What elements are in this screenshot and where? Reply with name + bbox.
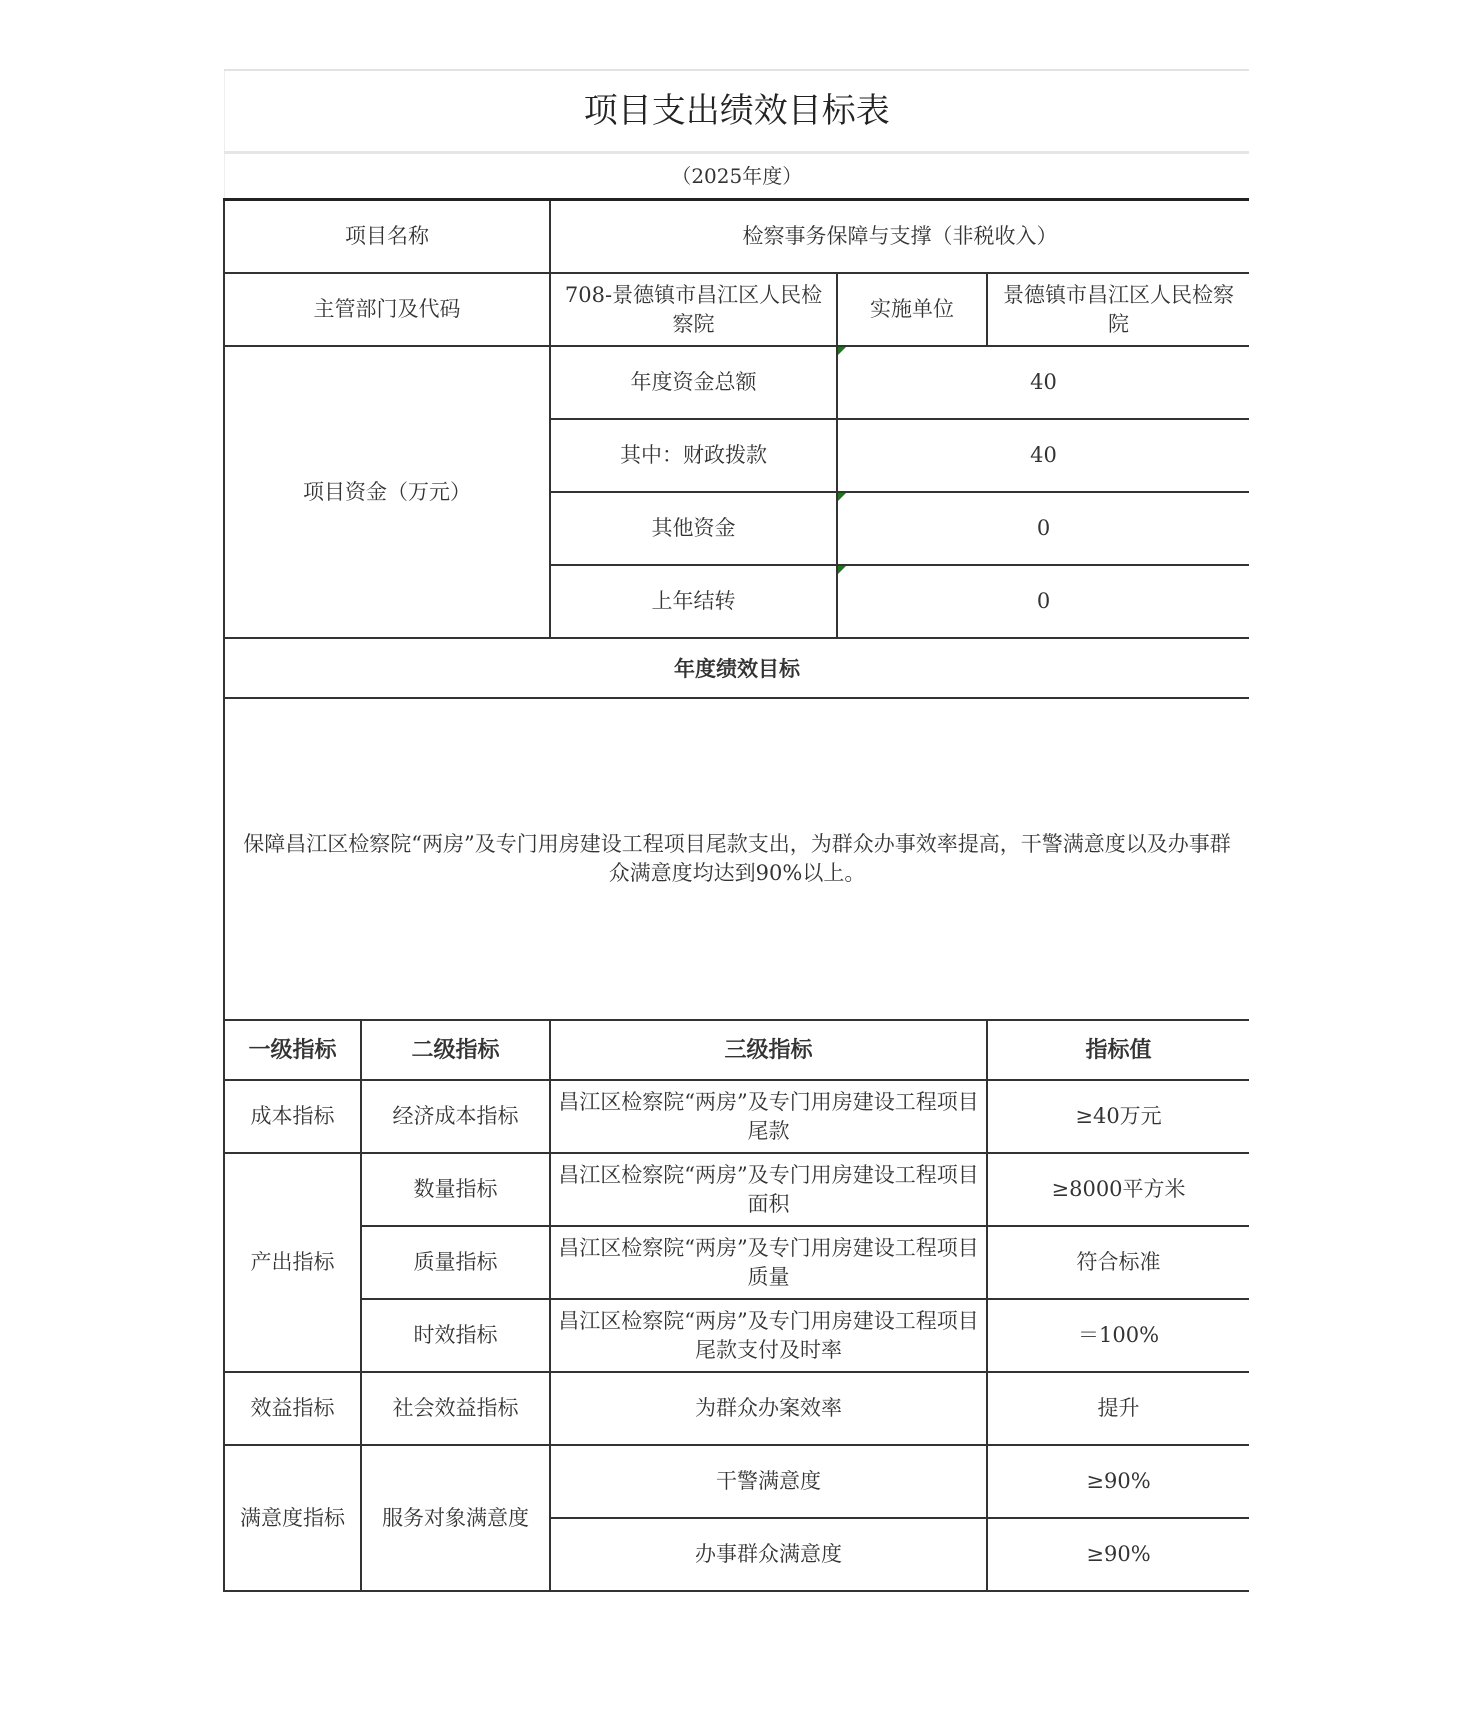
- fund-value-carryover: 0: [837, 565, 1249, 638]
- fund-value-fiscal: 40: [837, 419, 1249, 492]
- impl-value: 景德镇市昌江区人民检察院: [987, 273, 1249, 346]
- level2-cell: 社会效益指标: [361, 1372, 550, 1445]
- table-row: [224, 1299, 1249, 1372]
- level1-cell: 产出指标: [224, 1153, 361, 1372]
- table-row: [224, 1080, 1249, 1153]
- level2-cell: 时效指标: [361, 1299, 550, 1372]
- fund-label-other: 其他资金: [550, 492, 837, 565]
- dept-value: 708-景德镇市昌江区人民检察院: [550, 273, 837, 346]
- fund-value-other: 0: [837, 492, 1249, 565]
- level1-cell: 满意度指标: [224, 1445, 361, 1591]
- level3-cell: 干警满意度: [550, 1445, 987, 1518]
- level3-cell: 昌江区检察院“两房”及专门用房建设工程项目质量: [550, 1226, 987, 1299]
- table-row: [224, 1153, 1249, 1226]
- level3-cell: 昌江区检察院“两房”及专门用房建设工程项目尾款支付及时率: [550, 1299, 987, 1372]
- value-cell: 符合标准: [987, 1226, 1249, 1299]
- annual-goal-text: 保障昌江区检察院“两房”及专门用房建设工程项目尾款支出，为群众办事效率提高，干警满意度以及办事群众满意度均达到90%以上。: [224, 698, 1249, 1020]
- project-name-label: 项目名称: [224, 200, 550, 274]
- level2-cell: 服务对象满意度: [361, 1445, 550, 1591]
- fund-value-total: 40: [837, 346, 1249, 419]
- value-cell: ≥8000平方米: [987, 1153, 1249, 1226]
- annual-goal-header: 年度绩效目标: [224, 638, 1249, 698]
- level3-cell: 为群众办案效率: [550, 1372, 987, 1445]
- performance-target-table: [223, 69, 1249, 1592]
- value-cell: ≥90%: [987, 1445, 1249, 1518]
- header-value: 指标值: [987, 1020, 1249, 1080]
- table-row: [224, 1445, 1249, 1518]
- page-title: 项目支出绩效目标表: [224, 70, 1249, 153]
- fund-label-total: 年度资金总额: [550, 346, 837, 419]
- value-cell: 提升: [987, 1372, 1249, 1445]
- level3-cell: 昌江区检察院“两房”及专门用房建设工程项目尾款: [550, 1080, 987, 1153]
- header-level1: 一级指标: [224, 1020, 361, 1080]
- impl-label: 实施单位: [837, 273, 987, 346]
- header-level3: 三级指标: [550, 1020, 987, 1080]
- level3-cell: 昌江区检察院“两房”及专门用房建设工程项目面积: [550, 1153, 987, 1226]
- level1-cell: 成本指标: [224, 1080, 361, 1153]
- funds-label: 项目资金（万元）: [224, 346, 550, 638]
- table-row: [224, 1226, 1249, 1299]
- fund-label-carryover: 上年结转: [550, 565, 837, 638]
- level2-cell: 质量指标: [361, 1226, 550, 1299]
- year-subtitle: （2025年度）: [224, 153, 1249, 200]
- level2-cell: 经济成本指标: [361, 1080, 550, 1153]
- project-name-value: 检察事务保障与支撑（非税收入）: [550, 200, 1249, 274]
- value-cell: ≥90%: [987, 1518, 1249, 1591]
- value-cell: ≥40万元: [987, 1080, 1249, 1153]
- level1-cell: 效益指标: [224, 1372, 361, 1445]
- level2-cell: 数量指标: [361, 1153, 550, 1226]
- fund-label-fiscal: 其中：财政拨款: [550, 419, 837, 492]
- level3-cell: 办事群众满意度: [550, 1518, 987, 1591]
- table-row: [224, 1372, 1249, 1445]
- value-cell: ＝100%: [987, 1299, 1249, 1372]
- header-level2: 二级指标: [361, 1020, 550, 1080]
- dept-label: 主管部门及代码: [224, 273, 550, 346]
